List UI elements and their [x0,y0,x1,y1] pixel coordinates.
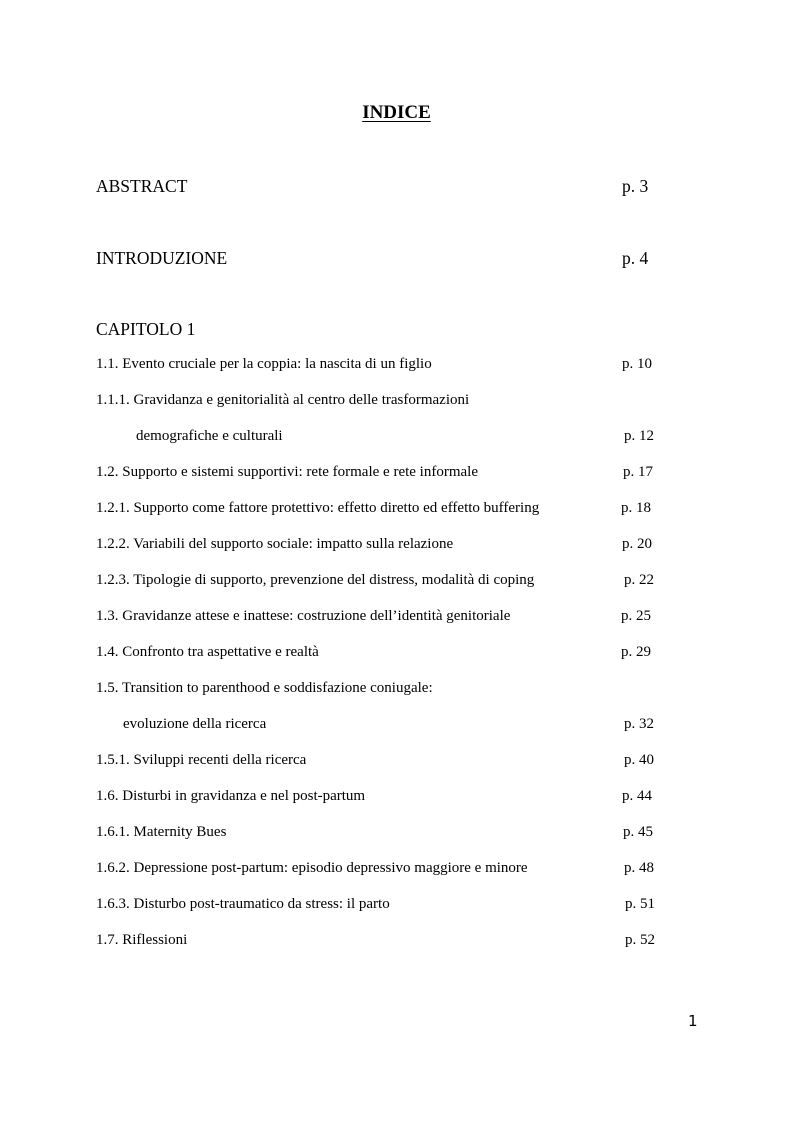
toc-page-ref: p. 4 [622,248,649,268]
toc-label: 1.5.1. Sviluppi recenti della ricerca [96,752,307,768]
toc-label: 1.1. Evento cruciale per la coppia: la nascita di un figlio [96,356,432,372]
toc-page-ref: p. 12 [624,428,654,444]
chapter-label: CAPITOLO 1 [96,319,196,339]
toc-label: 1.6. Disturbi in gravidanza e nel post-partum [96,788,366,804]
toc-label: 1.6.1. Maternity Bues [96,824,227,840]
toc-page-ref: p. 51 [625,896,655,912]
toc-label: 1.3. Gravidanze attese e inattese: costruzione dell’identità genitoriale [96,608,511,624]
toc-page-ref: p. 18 [621,500,651,516]
toc-label: 1.5. Transition to parenthood e soddisfazione coniugale: [96,680,433,696]
toc-page-ref: p. 52 [625,932,655,948]
toc-label: 1.1.1. Gravidanza e genitorialità al centro delle trasformazioni [96,392,470,408]
toc-label: 1.2. Supporto e sistemi supportivi: rete formale e rete informale [96,464,478,480]
page-number: 1 [688,1012,698,1030]
page-title: INDICE [362,102,431,123]
toc-label: INTRODUZIONE [96,248,228,268]
toc-label: 1.2.1. Supporto come fattore protettivo: effetto diretto ed effetto buffering [96,500,540,516]
toc-label: 1.2.2. Variabili del supporto sociale: impatto sulla relazione [96,536,454,552]
toc-label: 1.6.2. Depressione post-partum: episodio depressivo maggiore e minore [96,860,528,876]
toc-page-ref: p. 22 [624,572,654,588]
toc-label: 1.6.3. Disturbo post-traumatico da stress: il parto [96,896,390,912]
toc-label: 1.2.3. Tipologie di supporto, prevenzione del distress, modalità di coping [96,572,535,588]
toc-page-ref: p. 20 [622,536,652,552]
toc-page-ref: p. 3 [622,176,649,196]
toc-page-ref: p. 44 [622,788,652,804]
toc-page-ref: p. 29 [621,644,651,660]
toc-page-ref: p. 25 [621,608,651,624]
toc-page-ref: p. 40 [624,752,654,768]
toc-label: 1.4. Confronto tra aspettative e realtà [96,644,319,660]
toc-page-ref: p. 32 [624,716,654,732]
toc-page-ref: p. 17 [623,464,653,480]
toc-label: 1.7. Riflessioni [96,932,188,948]
toc-page-ref: p. 48 [624,860,654,876]
toc-page-ref: p. 10 [622,356,652,372]
toc-page-ref: p. 45 [623,824,653,840]
toc-label: evoluzione della ricerca [123,716,267,732]
toc-label: demografiche e culturali [136,428,283,444]
toc-label: ABSTRACT [96,176,188,196]
